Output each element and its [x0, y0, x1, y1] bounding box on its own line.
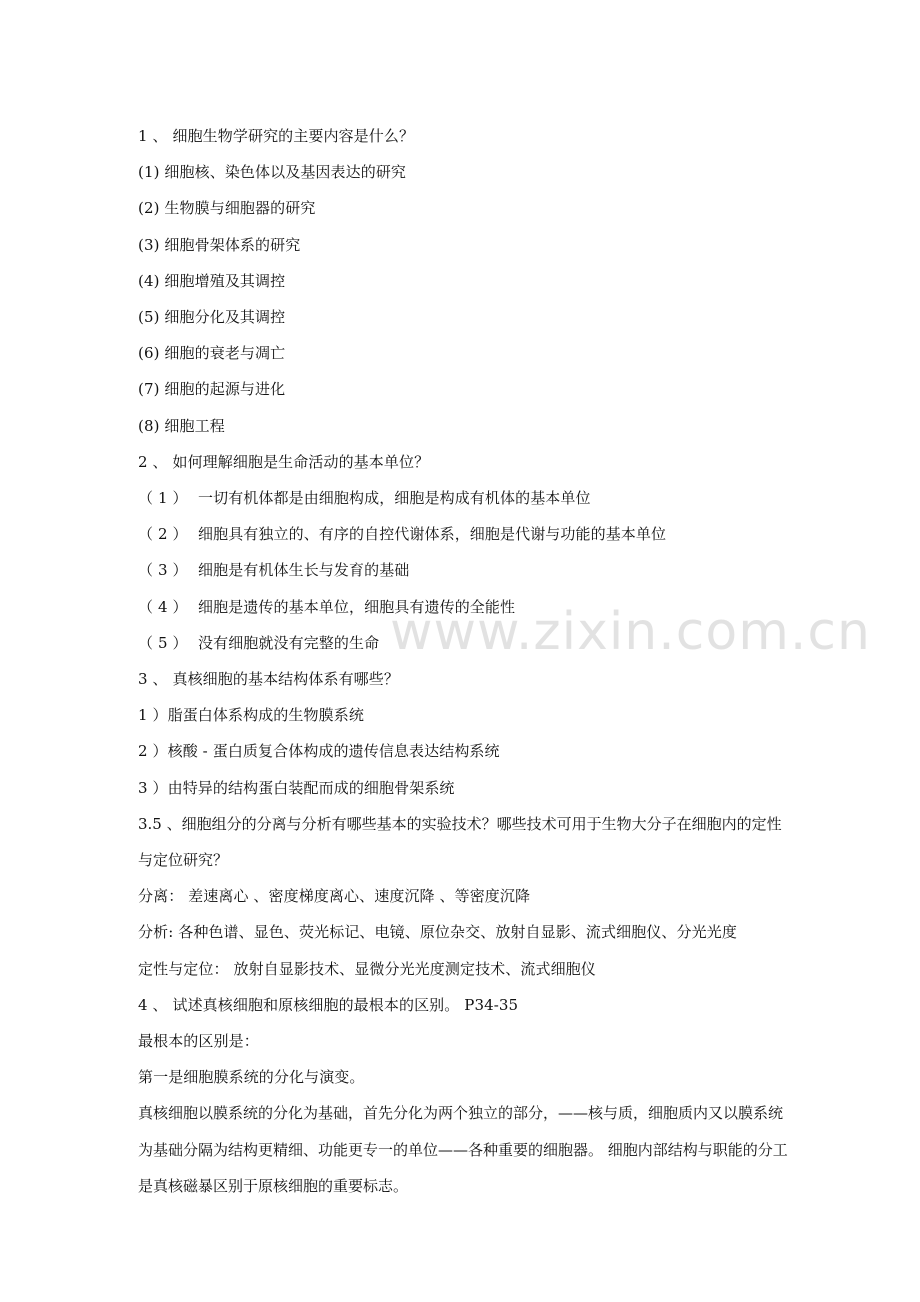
q2-item-1 [138, 480, 788, 516]
q1-item-2: (2) 生物膜与细胞器的研究 [138, 199, 316, 218]
q2-item-number: （ 4 ） [138, 597, 188, 616]
q2-item-number: （ 5 ） [138, 633, 188, 652]
q1-item-5: (5) 细胞分化及其调控 [138, 308, 286, 327]
q1-item-4: (4) 细胞增殖及其调控 [138, 271, 286, 290]
q35-separation: 分离： 差速离心 、密度梯度离心、速度沉降 、等密度沉降 [138, 887, 531, 906]
q2-item-number: （ 3 ） [138, 561, 188, 580]
watermark: www.zixin.com.cn [390, 602, 871, 662]
q3-item-3: 3 ）由特异的结构蛋白装配而成的细胞骨架系统 [138, 778, 455, 797]
q2-item-number: （ 1 ） [138, 489, 188, 508]
q2-item-4 [138, 589, 788, 625]
q2-heading: 2 、 如何理解细胞是生命活动的基本单位？ [138, 452, 430, 471]
q2-item-number: （ 2 ） [138, 525, 188, 544]
q2-item-text: 一切有机体都是由细胞构成，细胞是构成有机体的基本单位 [198, 489, 591, 508]
q2-item-3 [138, 552, 788, 588]
q4-first-point: 第一是细胞膜系统的分化与演变。 [138, 1068, 365, 1087]
q2-item-text: 细胞是有机体生长与发育的基础 [198, 561, 410, 580]
q35-localization: 定性与定位： 放射自显影技术、显微分光光度测定技术、流式细胞仪 [138, 959, 596, 978]
q1-item-1: (1) 细胞核、染色体以及基因表达的研究 [138, 163, 407, 182]
q1-item-6: (6) 细胞的衰老与凋亡 [138, 344, 286, 363]
q4-intro: 最根本的区别是： [138, 1032, 259, 1051]
document-content [138, 118, 788, 1204]
q2-item-text: 细胞具有独立的、有序的自控代谢体系，细胞是代谢与功能的基本单位 [198, 525, 667, 544]
q3-item-2: 2 ）核酸 - 蛋白质复合体构成的遗传信息表达结构系统 [138, 742, 500, 761]
q3-heading: 3 、 真核细胞的基本结构体系有哪些？ [138, 670, 399, 689]
q35-analysis: 分析: 各种色谱、显色、荧光标记、电镜、原位杂交、放射自显影、流式细胞仪、分光光度 [138, 923, 737, 942]
q4-heading: 4 、 试述真核细胞和原核细胞的最根本的区别。 P34-35 [138, 995, 519, 1014]
q2-item-5 [138, 625, 788, 661]
q3-item-1: 1 ）脂蛋白体系构成的生物膜系统 [138, 706, 364, 725]
q2-item-text: 没有细胞就没有完整的生命 [198, 633, 380, 652]
q1-item-7: (7) 细胞的起源与进化 [138, 380, 286, 399]
q1-heading: 1 、 细胞生物学研究的主要内容是什么？ [138, 127, 415, 145]
q35-heading: 3.5 、细胞组分的分离与分析有哪些基本的实验技术？哪些技术可用于生物大分子在细胞内的定性与定位研究？ [138, 814, 782, 870]
q4-paragraph: 真核细胞以膜系统的分化为基础，首先分化为两个独立的部分，——核与质，细胞质内又以膜系统为基础分隔为结构更精细、功能更专一的单位——各种重要的细胞器。 细胞内部结构与职能的分工是真核磁暴区别于原核细胞的重要标志。 [138, 1104, 788, 1195]
q1-item-3: (3) 细胞骨架体系的研究 [138, 235, 301, 254]
q1-item-8: (8) 细胞工程 [138, 416, 225, 435]
q2-item-text: 细胞是遗传的基本单位，细胞具有遗传的全能性 [198, 597, 516, 616]
q2-item-2 [138, 516, 788, 552]
